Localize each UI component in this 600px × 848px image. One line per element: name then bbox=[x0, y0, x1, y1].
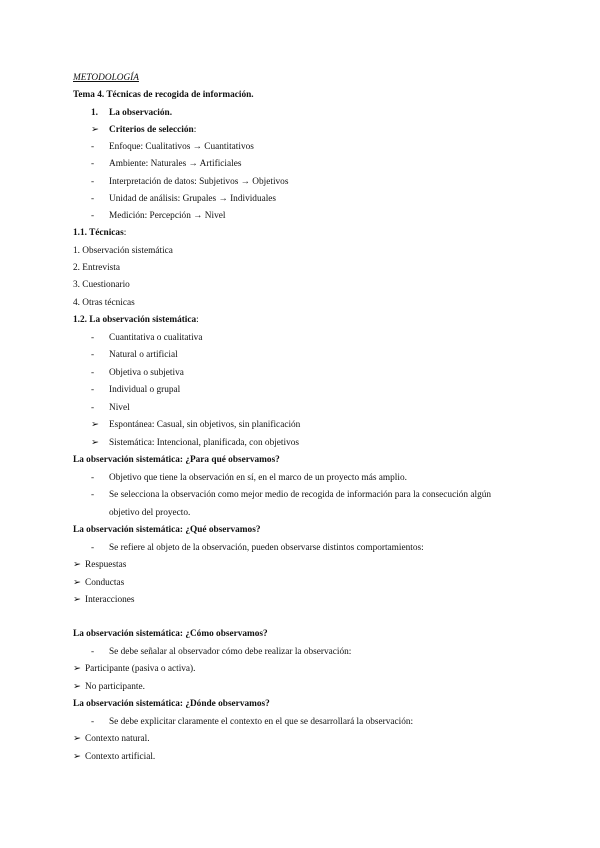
sistematica-text: Espontánea: Casual, sin objetivos, sin planificación bbox=[109, 420, 301, 430]
donde-intro bbox=[91, 716, 413, 728]
sistematica-text: Objetiva o subjetiva bbox=[109, 368, 184, 378]
tecnica-item: 2. Entrevista bbox=[73, 263, 120, 273]
que-text: Conductas bbox=[85, 578, 125, 588]
arrow-bullet-icon: ➢ bbox=[73, 734, 81, 744]
que-text: Respuestas bbox=[85, 560, 127, 570]
criterio-text: Ambiente: Naturales → Artificiales bbox=[109, 159, 242, 169]
como-heading: La observación sistemática: ¿Cómo observamos? bbox=[73, 629, 268, 639]
section-1-heading bbox=[91, 107, 172, 119]
para-que-text: Objetivo que tiene la observación en sí, en el marco de un proyecto más amplio. bbox=[109, 473, 407, 483]
dash-bullet: - bbox=[91, 194, 95, 204]
colon: : bbox=[196, 315, 199, 325]
criterio-item bbox=[91, 210, 225, 222]
sistematica-arrow-item bbox=[91, 437, 299, 449]
dash-bullet: - bbox=[91, 142, 95, 152]
que-item bbox=[73, 594, 135, 606]
colon: : bbox=[123, 228, 127, 238]
criterio-item bbox=[91, 176, 288, 188]
que-text: Interacciones bbox=[85, 595, 135, 605]
que-heading: La observación sistemática: ¿Qué observamos? bbox=[73, 525, 261, 535]
dash-bullet: - bbox=[91, 490, 95, 500]
tecnica-item: 4. Otras técnicas bbox=[73, 298, 135, 308]
dash-bullet: - bbox=[91, 211, 95, 221]
para-que-heading: La observación sistemática: ¿Para qué observamos? bbox=[73, 455, 280, 465]
sistematica-text: Individual o grupal bbox=[109, 385, 181, 395]
que-item bbox=[73, 577, 124, 589]
criterio-text: Interpretación de datos: Subjetivos → Objetivos bbox=[109, 177, 289, 187]
tema-title: Tema 4. Técnicas de recogida de información. bbox=[73, 90, 254, 100]
dash-bullet: - bbox=[91, 647, 95, 657]
criterio-item bbox=[91, 141, 254, 153]
dash-bullet: - bbox=[91, 368, 95, 378]
como-item bbox=[73, 681, 145, 693]
dash-bullet: - bbox=[91, 403, 95, 413]
que-intro-text: Se refiere al objeto de la observación, pueden observarse distintos comportamientos: bbox=[109, 543, 424, 553]
dash-bullet: - bbox=[91, 350, 95, 360]
colon: : bbox=[193, 125, 197, 135]
para-que-continuation: objetivo del proyecto. bbox=[109, 508, 191, 518]
criterios-label: Criterios de selección bbox=[109, 125, 194, 135]
que-item bbox=[73, 559, 126, 571]
tecnicas-heading bbox=[73, 227, 126, 239]
como-item bbox=[73, 663, 195, 675]
criterio-text: Unidad de análisis: Grupales → Individuales bbox=[109, 194, 277, 204]
donde-text: Contexto natural. bbox=[85, 734, 150, 744]
como-text: Participante (pasiva o activa). bbox=[85, 664, 196, 674]
criterio-item bbox=[91, 193, 276, 205]
arrow-bullet-icon: ➢ bbox=[73, 664, 81, 674]
tecnicas-label: 1.1. Técnicas bbox=[73, 228, 124, 238]
dash-bullet: - bbox=[91, 159, 95, 169]
sistematica-item bbox=[91, 349, 178, 361]
sistematica-text: Natural o artificial bbox=[109, 350, 178, 360]
dash-bullet: - bbox=[91, 333, 95, 343]
arrow-bullet-icon: ➢ bbox=[73, 560, 81, 570]
arrow-bullet-icon: ➢ bbox=[91, 438, 99, 448]
para-que-item bbox=[91, 472, 407, 484]
donde-intro-text: Se debe explicitar claramente el contexto en el que se desarrollará la observación: bbox=[109, 717, 414, 727]
dash-bullet: - bbox=[91, 473, 95, 483]
sistematica-item bbox=[91, 332, 202, 344]
como-intro-text: Se debe señalar al observador cómo debe realizar la observación: bbox=[109, 647, 352, 657]
sistematica-item bbox=[91, 402, 130, 414]
sistematica-text: Nivel bbox=[109, 403, 130, 413]
donde-item bbox=[73, 751, 155, 763]
arrow-bullet-icon: ➢ bbox=[73, 595, 81, 605]
section-1-number: 1. bbox=[91, 108, 98, 118]
para-que-text: Se selecciona la observación como mejor medio de recogida de información para la consecución algún bbox=[109, 490, 492, 500]
dash-bullet: - bbox=[91, 543, 95, 553]
tecnica-item: 3. Cuestionario bbox=[73, 280, 130, 290]
criterio-item bbox=[91, 158, 241, 170]
dash-bullet: - bbox=[91, 177, 95, 187]
arrow-bullet-icon: ➢ bbox=[91, 420, 99, 430]
criterio-text: Medición: Percepción → Nivel bbox=[109, 211, 226, 221]
sistematica-label: 1.2. La observación sistemática bbox=[73, 315, 197, 325]
como-intro bbox=[91, 646, 351, 658]
que-intro bbox=[91, 542, 424, 554]
dash-bullet: - bbox=[91, 385, 95, 395]
para-que-item bbox=[91, 489, 491, 501]
sistematica-text: Sistemática: Intencional, planificada, con objetivos bbox=[109, 438, 300, 448]
section-1-title: La observación. bbox=[109, 108, 173, 118]
tecnica-item: 1. Observación sistemática bbox=[73, 246, 173, 256]
sistematica-text: Cuantitativa o cualitativa bbox=[109, 333, 203, 343]
sistematica-item bbox=[91, 367, 184, 379]
donde-heading: La observación sistemática: ¿Dónde observamos? bbox=[73, 699, 270, 709]
donde-text: Contexto artificial. bbox=[85, 752, 156, 762]
arrow-bullet-icon: ➢ bbox=[73, 752, 81, 762]
como-text: No participante. bbox=[85, 682, 145, 692]
criterios-heading bbox=[91, 124, 196, 136]
sistematica-item bbox=[91, 384, 180, 396]
doc-heading: METODOLOGÍA bbox=[73, 73, 139, 83]
arrow-bullet-icon: ➢ bbox=[73, 682, 81, 692]
criterio-text: Enfoque: Cualitativos → Cuantitativos bbox=[109, 142, 254, 152]
sistematica-arrow-item bbox=[91, 419, 300, 431]
arrow-bullet-icon: ➢ bbox=[73, 578, 81, 588]
donde-item bbox=[73, 733, 150, 745]
arrow-bullet-icon: ➢ bbox=[91, 125, 99, 135]
sistematica-heading bbox=[73, 314, 199, 326]
dash-bullet: - bbox=[91, 717, 95, 727]
